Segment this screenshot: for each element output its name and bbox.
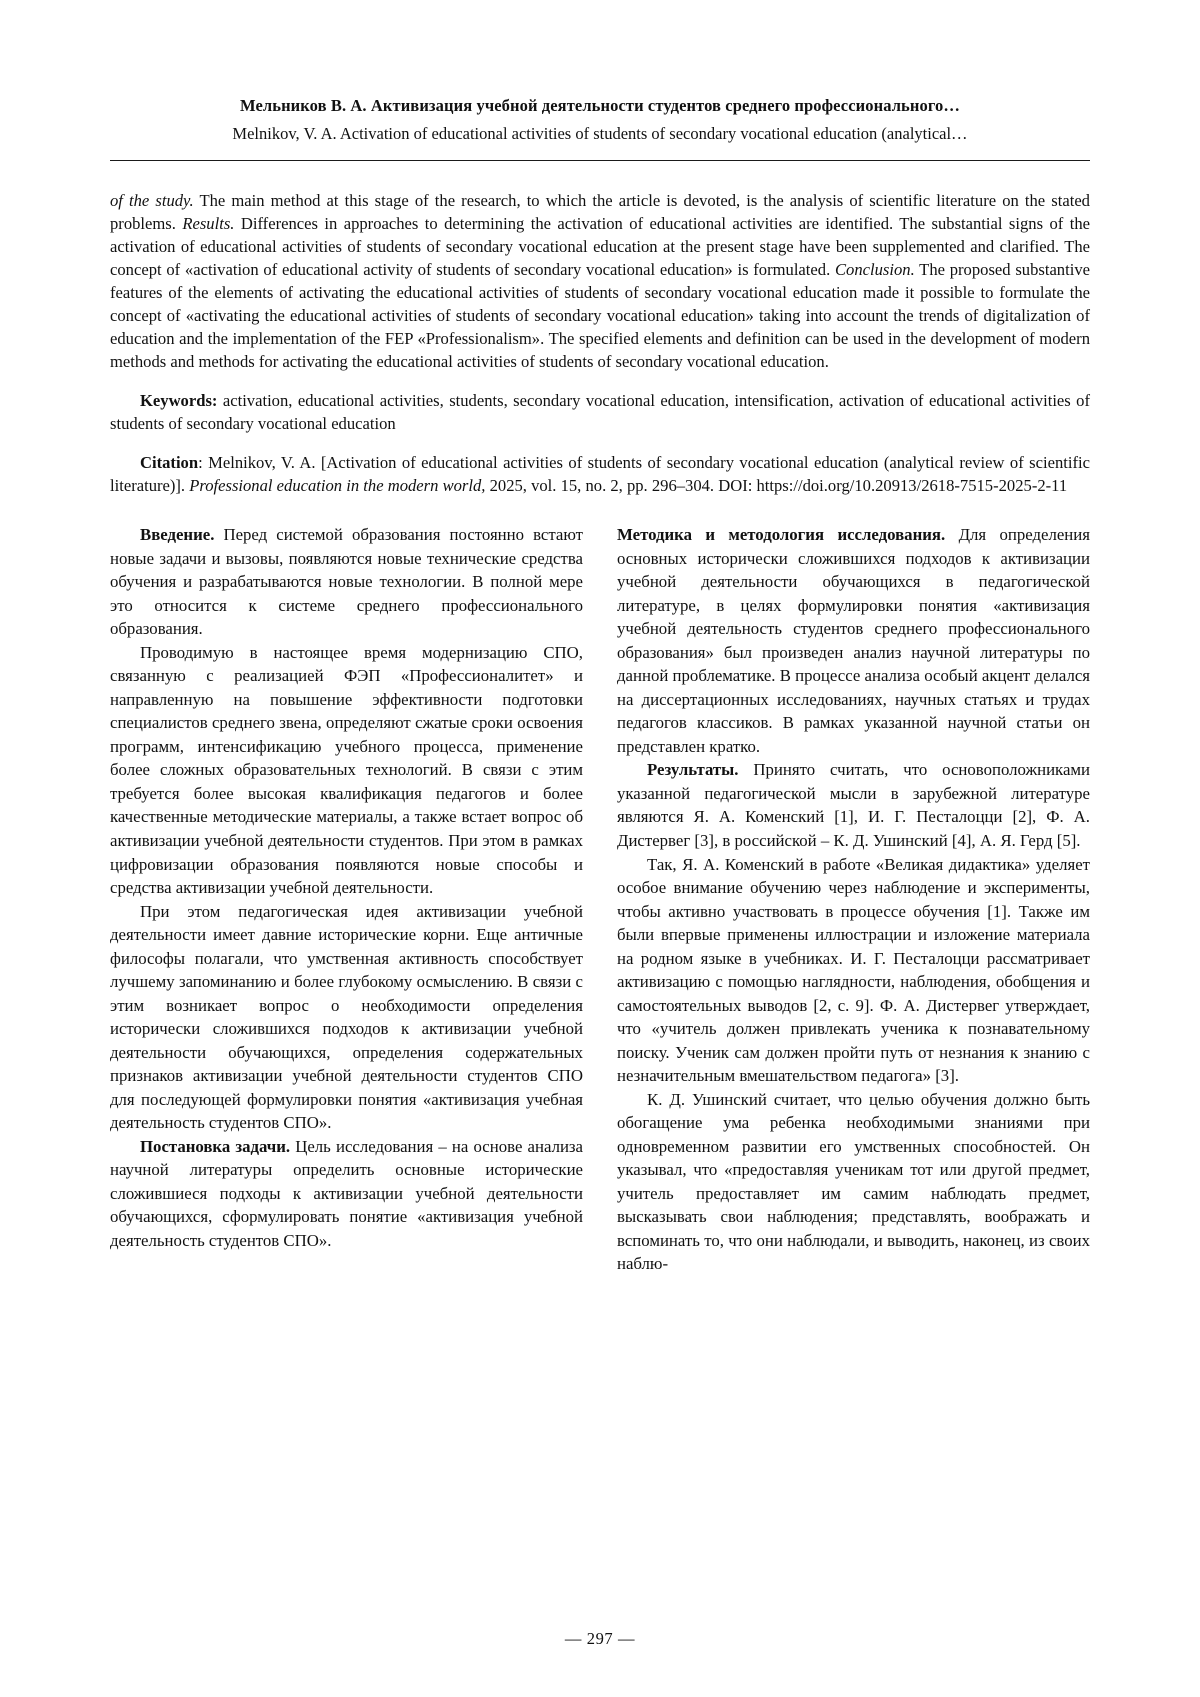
- left-column: [110, 523, 583, 1276]
- page-number: — 297 —: [564, 1629, 636, 1648]
- abstract-text-a: The main method at this stage of the research, to which the article is devoted, is the analysis of scientific literature on the stated problems.: [110, 190, 1090, 233]
- conclusion-italic-label: Conclusion.: [834, 259, 915, 279]
- task-paragraph-text: Цель исследования – на основе анализа научной литературы определить основные исторические сложившиеся подходы к активизации учебной деятельности обучающихся, сформулировать понятие «активизация учебной деятельность студентов СПО».: [110, 1136, 584, 1250]
- method-paragraph: [617, 523, 1090, 758]
- keywords-paragraph: [110, 389, 1090, 435]
- left-paragraph-3: При этом педагогическая идея активизации учебной деятельности имеет давние исторические корни. Еще античные философы полагали, что умственная активность способствует лучшему запоминанию и более глубокому осмыслению. В связи с этим возникает вопрос о необходимости определения исторически сложившихся подходов к активизации учебной деятельности обучающихся, определения содержательных признаков активизации учебной деятельности студентов СПО для последующей формулировки понятия «активизация учебная деятельность студентов СПО».: [110, 901, 583, 1133]
- citation-paragraph: [110, 451, 1090, 497]
- method-heading-label: Методика и методология исследования.: [617, 525, 946, 545]
- abstract-block: [110, 189, 1090, 498]
- method-paragraph-text: Для определения основных исторически сложившихся подходов к активизации учебной деятельности обучающихся в педагогической литературе, в целях формулировки понятия «активизация учебной деятельность студентов среднего профессионального образования» был произведен анализ научной литературы по данной проблематике. В процессе анализа особый акцент делался на диссертационных исследованиях, научных статьях и трудах педагогов классиков. В рамках указанной научной статьи он представлен кратко.: [617, 525, 1090, 756]
- citation-text-b: 2025, vol. 15, no. 2, pp. 296–304. DOI: https://doi.org/10.20913/2618-7515-2025-2-11: [485, 476, 1068, 496]
- abstract-text-b: Differences in approaches to determining the activation of educational activities are identified. The substantial signs of the activation of educational activities of students of secondary vocational education at the present stage have been supplemented and clarified. The concept of «activation of educational activity of students of secondary vocational education» is formulated.: [110, 213, 1090, 279]
- results-paragraph-text: Принято считать, что основоположниками указанной педагогической мысли в зарубежной литературе являются Я. А. Коменский [1], И. Г. Песталоцци [2], Ф. А. Дистервег [3], в российской – К. Д. Ушинский [4], А. Я. Герд [5].: [617, 760, 1090, 850]
- citation-journal: Professional education in the modern world,: [189, 476, 486, 496]
- running-head-english: Melnikov, V. A. Activation of educational activities of students of secondary vocational education (analytical…: [232, 124, 968, 144]
- right-paragraph-4: К. Д. Ушинский считает, что целью обучения должно быть обогащение ума ребенка необходимыми знаниями при одновременном развитии его умственных способностей. Он указывал, что «предоставляя ученикам тот или другой предмет, учитель предоставляет им самим наблюдать предмет, высказывать свои наблюдения; представлять, воображать и вспоминать то, что они наблюдали, и выводить, наконец, из своих наблю-: [617, 1089, 1090, 1274]
- right-column: [617, 523, 1090, 1276]
- running-head: [110, 95, 1090, 146]
- results-paragraph: [617, 758, 1090, 852]
- keywords-text: activation, educational activities, students, secondary vocational education, intensification, activation of educational activities of students of secondary vocational education: [110, 391, 1090, 434]
- results-italic-label: Results.: [182, 213, 235, 233]
- results-heading-label: Результаты.: [647, 760, 739, 780]
- right-paragraph-3: Так, Я. А. Коменский в работе «Великая дидактика» уделяет особое внимание обучению через наблюдение и эксперименты, чтобы активно участвовать в процессе обучения [1]. Также им были впервые применены иллюстрации и изложение материала на родном языке в учебниках. И. Г. Песталоцци рассматривает активизацию с помощью наглядности, наблюдения, обобщения и самостоятельных выводов [2, с. 9]. Ф. А. Дистервег утверждает, что «учитель должен привлекать ученика к познавательному поиску. Ученик сам должен пройти путь от незнания к знанию с незначительным вмешательством педагога» [3].: [617, 854, 1090, 1086]
- keywords-label: Keywords:: [140, 391, 218, 411]
- task-heading-label: Постановка задачи.: [140, 1136, 291, 1156]
- citation-text-a: : Melnikov, V. A. [Activation of educational activities of students of secondary vocational education (analytical review of scientific literature)].: [110, 453, 1090, 496]
- citation-label: Citation: [140, 453, 199, 473]
- abstract-paragraph: [110, 189, 1090, 374]
- header-divider: [110, 160, 1090, 161]
- task-paragraph: [110, 1135, 583, 1253]
- body-columns: [110, 523, 1090, 1276]
- intro-paragraph-text: Перед системой образования постоянно встают новые задачи и вызовы, появляются новые технические средства обучения и разрабатываются новые технологии. В полной мере это относится к системе среднего профессионального образования.: [110, 525, 583, 639]
- intro-paragraph: [110, 523, 583, 641]
- running-head-russian: Мельников В. А. Активизация учебной деятельности студентов среднего профессионального…: [240, 96, 960, 115]
- left-paragraph-2: Проводимую в настоящее время модернизацию СПО, связанную с реализацией ФЭП «Профессионалитет» и направленную на повышение эффективности подготовки специалистов среднего звена, определяют сжатые сроки освоения программ, интенсификацию учебного процесса, применение более сложных образовательных технологий. В связи с этим требуется более высокая квалификация педагогов и более качественные методические материалы, а также встает вопрос об активизации учебной деятельности студентов. При этом в рамках цифровизации образования появляются новые способы и средства активизации учебной деятельности.: [110, 642, 583, 898]
- abstract-text-c: The proposed substantive features of the elements of activating the educational activities of students of secondary vocational education made it possible to formulate the concept of «activating the educational activities of students of secondary vocational education» taking into account the trends of digitalization of education and the implementation of the FEP «Professionalism». The specified elements and definition can be used in the development of modern methods and methods for activating the educational activities of students of secondary vocational education.: [110, 259, 1090, 371]
- abstract-lead-italic: of the study.: [110, 190, 194, 210]
- intro-heading-label: Введение.: [140, 525, 215, 545]
